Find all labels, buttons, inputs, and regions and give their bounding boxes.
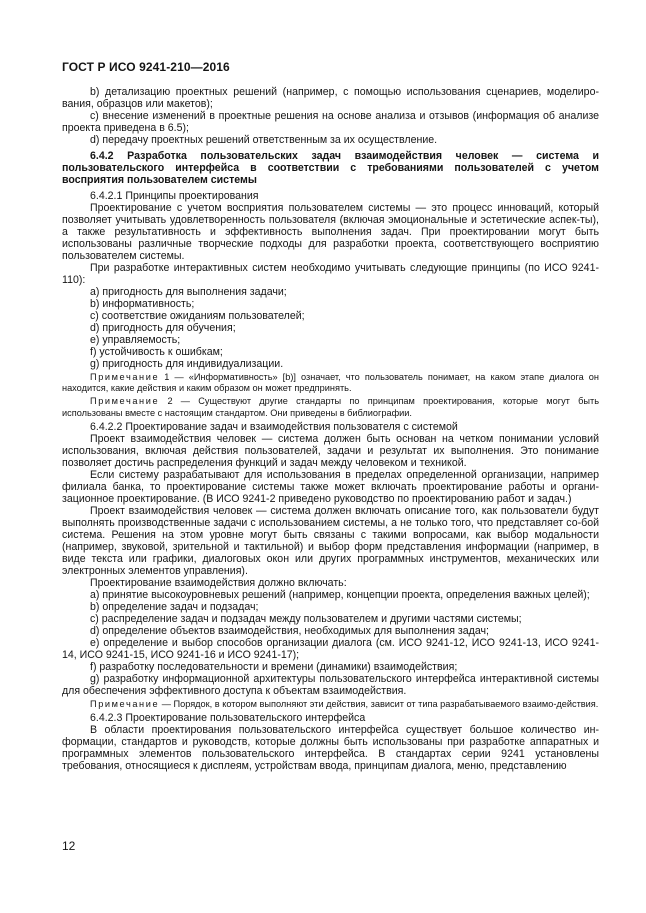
page-number: 12 xyxy=(62,839,76,853)
paragraph-interaction-design: Проект взаимодействия человек — система должен быть основан на четком понимании условий использования, включая действия пользователей, задачи и результат их выполнения. Это понимание позволяет достичь распределения функций и задач между человеком и техникой. xyxy=(62,432,599,469)
paragraph-interaction-includes: Проектирование взаимодействия должно включать: xyxy=(90,576,347,589)
list-item-f: f) устойчивость к ошибкам; xyxy=(90,346,223,358)
paragraph-design-ux: Проектирование с учетом восприятия пользователем системы — это процесс инноваций, который позволяет учитывать удовлетворенность пользователя (включая эмоциональные и эстетические аспек-ты), а также результативность и эффективность выполнения задач. При проектировании могут быть использованы различные творческие подходы для разработки проекта, соответствующего восприятию пользователем системы. xyxy=(62,202,599,262)
list-item-b: b) определение задач и подзадач; xyxy=(90,600,259,613)
note-order xyxy=(62,699,599,710)
document-body xyxy=(62,86,599,772)
list-item-a: a) пригодность для выполнения задачи; xyxy=(90,286,287,298)
paragraph-organization: Если систему разрабатывают для использования в пределах определенной организации, например филиала банка, то проектирование системы также может включать проектирование работы и органи-зационное проектирование. (В ИСО 9241-2 приведено руководство по проектированию работ и задач.) xyxy=(62,468,599,505)
list-item-c: c) распределение задач и подзадач между пользователем и другими частями системы; xyxy=(90,612,522,625)
note-label: Примечание xyxy=(90,396,160,407)
list-item-d: d) пригодность для обучения; xyxy=(90,322,236,334)
note-label: Примечание xyxy=(90,372,160,382)
subsection-heading-6-4-2-2: 6.4.2.2 Проектирование задач и взаимодействия пользователя с системой xyxy=(90,420,458,433)
section-heading-6-4-2: 6.4.2 Разработка пользовательских задач взаимодействия человек — система и пользовательского интерфейса в соответствии с требованиями пользователей с учетом восприятия пользователем системы xyxy=(62,150,599,186)
subsection-heading-6-4-2-1: 6.4.2.1 Принципы проектирования xyxy=(90,190,259,202)
list-item-f: f) разработку последовательности и времени (динамики) взаимодействия; xyxy=(90,660,458,673)
list-item-a: a) принятие высокоуровневых решений (например, концепции проекта, определения важных целей); xyxy=(90,588,590,601)
paragraph-principles-intro: При разработке интерактивных систем необходимо учитывать следующие принципы (по ИСО 9241-110): xyxy=(62,262,599,286)
list-item-c-changes: c) внесение изменений в проектные решения на основе анализа и отзывов (информация об анализе проекта приведена в 6.5); xyxy=(62,110,599,134)
note-text: 1 — «Информативность» [b)] означает, что пользователь понимает, на каком этапе диалога он находится, какие действия и каким образом он может предпринять. xyxy=(62,372,599,394)
note-2 xyxy=(62,396,599,418)
list-item-e: e) определение и выбор способов организации диалога (см. ИСО 9241-12, ИСО 9241-13, ИСО 9241-14, ИСО 9241-15, ИСО 9241-16 и ИСО 9241-17); xyxy=(62,636,599,661)
note-label: Примечание xyxy=(90,698,160,709)
list-item-d: d) определение объектов взаимодействия, необходимых для выполнения задач; xyxy=(90,624,489,637)
list-item-b: b) информативность; xyxy=(90,298,195,310)
subsection-heading-6-4-2-3: 6.4.2.3 Проектирование пользовательского интерфейса xyxy=(90,712,366,725)
note-text: 2 — Существуют другие стандарты по принципам проектирования, которые могут быть использованы вместе с настоящим стандартом. Они приведены в библиографии. xyxy=(62,396,599,418)
list-item-d-transfer: d) передачу проектных решений ответственным за их осуществление. xyxy=(90,134,438,146)
list-item-g: g) пригодность для индивидуализации. xyxy=(90,358,284,370)
list-item-g: g) разработку информационной архитектуры пользовательского интерфейса интерактивной системы для обеспечения эффективного доступа к объектам взаимодействия. xyxy=(62,672,599,697)
list-item-e: e) управляемость; xyxy=(90,334,181,346)
list-item-b-detailing: b) детализацию проектных решений (например, с помощью использования сценариев, моделиро-вания, образцов или макетов); xyxy=(62,86,599,110)
paragraph-project-description: Проект взаимодействия человек — система должен включать описание того, как пользователи будут выполнять производственные задачи с использованием системы, а не только того, что представляет со-бой система. Решения на этом уровне могут быть связаны с такими вопросами, как выбор модальности (например, звуковой, зрительной и тактильной) и выбор форм представления информации (например, в виде текста или графики, диалоговых окон или других программных инструментов, механических или электронных элементов управления). xyxy=(62,504,599,577)
note-1 xyxy=(62,372,599,394)
page-header-standard-id: ГОСТ Р ИСО 9241-210—2016 xyxy=(62,60,230,74)
list-item-c: c) соответствие ожиданиям пользователей; xyxy=(90,310,305,322)
note-text: — Порядок, в котором выполняют эти действия, зависит от типа разрабатываемого взаимо-действия. xyxy=(159,698,599,709)
paragraph-ui-design: В области проектирования пользовательского интерфейса существует большое количество ин-формации, стандартов и руководств, которые должны быть использованы при разработке аппаратных и программных элементов пользовательского интерфейса. В стандартах серии 9241 установлены требования, относящиеся к дисплеям, устройствам ввода, принципам диалога, меню, представлению xyxy=(62,724,599,773)
